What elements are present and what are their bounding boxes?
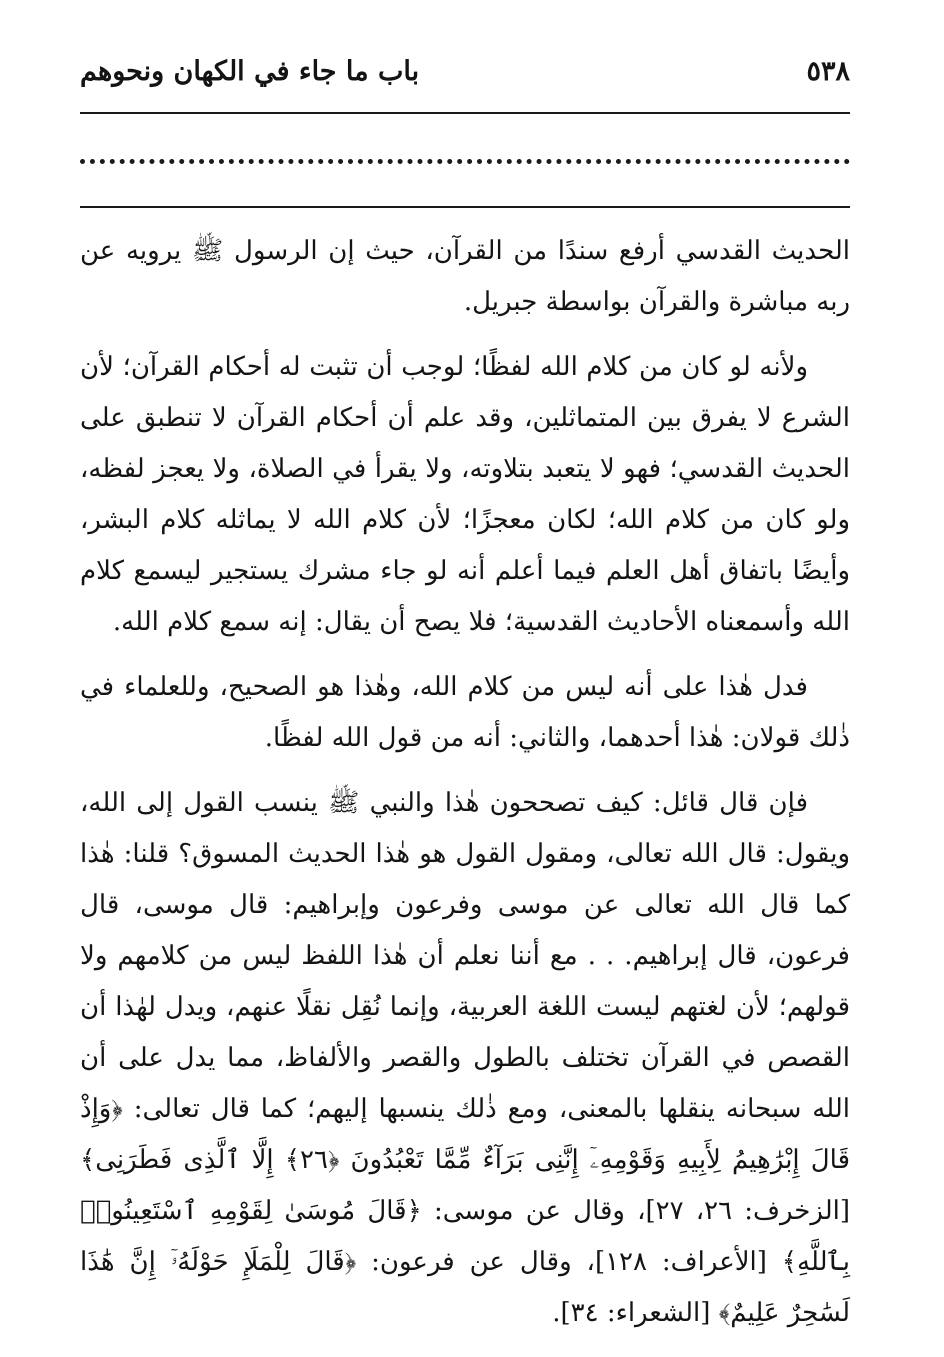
header-rule	[80, 112, 850, 114]
page-number: ٥٣٨	[806, 56, 850, 87]
footnote-rule	[80, 206, 850, 208]
paragraph: ولأنه لو كان من كلام الله لفظًا؛ لوجب أن تثبت له أحكام القرآن؛ لأن الشرع لا يفرق بين المتماثلين، وقد علم أن أحكام القرآن لا تنطبق على الحديث القدسي؛ فهو لا يتعبد بتلاوته، ولا يقرأ في الصلاة، ولا يعجز لفظه، ولو كان من كلام الله؛ لكان معجزًا؛ لأن كلام الله لا يماثله كلام البشر، وأيضًا باتفاق أهل العلم فيما أعلم أنه لو جاء مشرك يستجير ليسمع كلام الله وأسمعناه الأحاديث القدسية؛ فلا يصح أن يقال: إنه سمع كلام الله.	[80, 352, 850, 637]
running-title: باب ما جاء في الكهان ونحوهم	[80, 56, 420, 87]
page-header	[80, 56, 850, 100]
main-text	[80, 226, 850, 1353]
paragraph: فإن قال قائل: كيف تصححون هٰذا والنبي ﷺ ينسب القول إلى الله، ويقول: قال الله تعالى، ومقول القول هو هٰذا الحديث المسوق؟ قلنا: هٰذا كما قال الله تعالى عن موسى وفرعون وإبراهيم: قال موسى، قال فرعون، قال إبراهيم. . . مع أننا نعلم أن هٰذا اللفظ ليس من كلامهم ولا قولهم؛ لأن لغتهم ليست اللغة العربية، وإنما نُقِل نقلًا عنهم، ويدل لهٰذا أن القصص في القرآن تختلف بالطول والقصر والألفاظ، مما يدل على أن الله سبحانه ينقلها بالمعنى، ومع ذٰلك ينسبها إليهم؛ كما قال تعالى: ﴿وَإِذْ قَالَ إِبْرَٰهِيمُ لِأَبِيهِ وَقَوْمِهِۦٓ إِنَّنِى بَرَآءٌ مِّمَّا تَعْبُدُونَ ﴿٢٦﴾ إِلَّا ٱلَّذِى فَطَرَنِى﴾ [الزخرف: ٢٦، ٢٧]، وقال عن موسى: ﴿قَالَ مُوسَىٰ لِقَوْمِهِ ٱسْتَعِينُوا۟ بِٱللَّهِ﴾ [الأعراف: ١٢٨]، وقال عن فرعون: ﴿قَالَ لِلْمَلَإِ حَوْلَهُۥٓ إِنَّ هَٰذَا لَسَٰحِرٌ عَلِيمٌ﴾ [الشعراء: ٣٤].	[80, 788, 851, 1328]
paragraph: فدل هٰذا على أنه ليس من كلام الله، وهٰذا هو الصحيح، وللعلماء في ذٰلك قولان: هٰذا أحدهما، والثاني: أنه من قول الله لفظًا.	[80, 672, 850, 753]
dotted-separator	[80, 148, 850, 164]
paragraph: الحديث القدسي أرفع سندًا من القرآن، حيث إن الرسول ﷺ يرويه عن ربه مباشرة والقرآن بواسطة جبريل.	[80, 236, 850, 317]
